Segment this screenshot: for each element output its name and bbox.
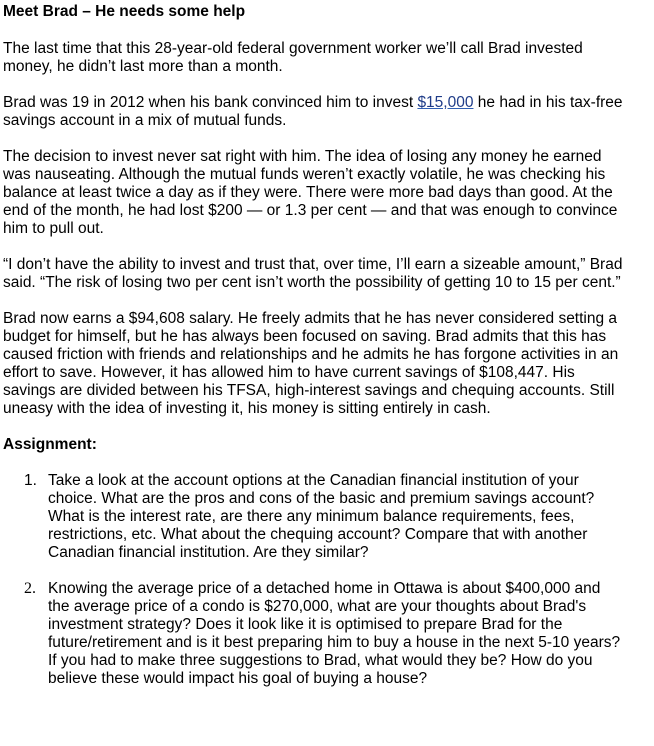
paragraph-history bbox=[3, 94, 626, 130]
task-text: Take a look at the account options at the Canadian financial institution of your choice. What are the pros and cons of the basic and premium savings account? What is the interest rate, are there any minimum balance requirements, fees, restrictions, etc. What about the chequing account? Compare that with another Canadian financial institution. Are they similar? bbox=[48, 472, 595, 561]
assignment-task-list bbox=[3, 472, 626, 688]
paragraph-intro: The last time that this 28-year-old federal government worker we’ll call Brad invested money, he didn’t last more than a month. bbox=[3, 40, 583, 75]
paragraph-history-text-end: he had in his tax-free savings account in a mix of mutual funds. bbox=[3, 94, 623, 129]
paragraph-current-situation: Brad now earns a $94,608 salary. He freely admits that he has never considered setting a budget for himself, but he has always been focused on saving. Brad admits that this has caused friction with friends and relationships and he admits he has forgone activities in an effort to save. However, it has allowed him to have current savings of $108,447. His savings are divided between his TFSA, high-interest savings and chequing accounts. Still uneasy with the idea of investing it, his money is sitting entirely in cash. bbox=[3, 310, 619, 417]
task-number: 2. bbox=[24, 580, 36, 597]
document-title: Meet Brad – He needs some help bbox=[3, 3, 246, 20]
paragraph-quote: “I don’t have the ability to invest and trust that, over time, I’ll earn a sizeable amount,” Brad said. “The risk of losing two per cent isn’t worth the possibility of getting 10 to 15 per cent.” bbox=[3, 256, 623, 291]
amount-link[interactable]: $15,000 bbox=[417, 94, 474, 111]
task-text: Knowing the average price of a detached home in Ottawa is about $400,000 and the average price of a condo is $270,000, what are your thoughts about Brad's investment strategy? Does it look like it is optimised to prepare Brad for the future/retirement and is it best preparing him to buy a house in the next 5-10 years? If you had to make three suggestions to Brad, what would they be? How do you believe these would impact his goal of buying a house? bbox=[48, 580, 621, 687]
paragraph-history-text-start: Brad was 19 in 2012 when his bank convinced him to invest bbox=[3, 94, 418, 111]
assignment-task-1 bbox=[3, 472, 626, 562]
assignment-heading: Assignment: bbox=[3, 436, 97, 453]
assignment-task-2 bbox=[3, 580, 626, 688]
paragraph-decision: The decision to invest never sat right with him. The idea of losing any money he earned was nauseating. Although the mutual funds weren’t exactly volatile, he was checking his balance at least twice a day as if they were. There were more bad days than good. At the end of the month, he had lost $200 — or 1.3 per cent — and that was enough to convince him to pull out. bbox=[3, 148, 618, 237]
task-number: 1. bbox=[24, 472, 37, 489]
